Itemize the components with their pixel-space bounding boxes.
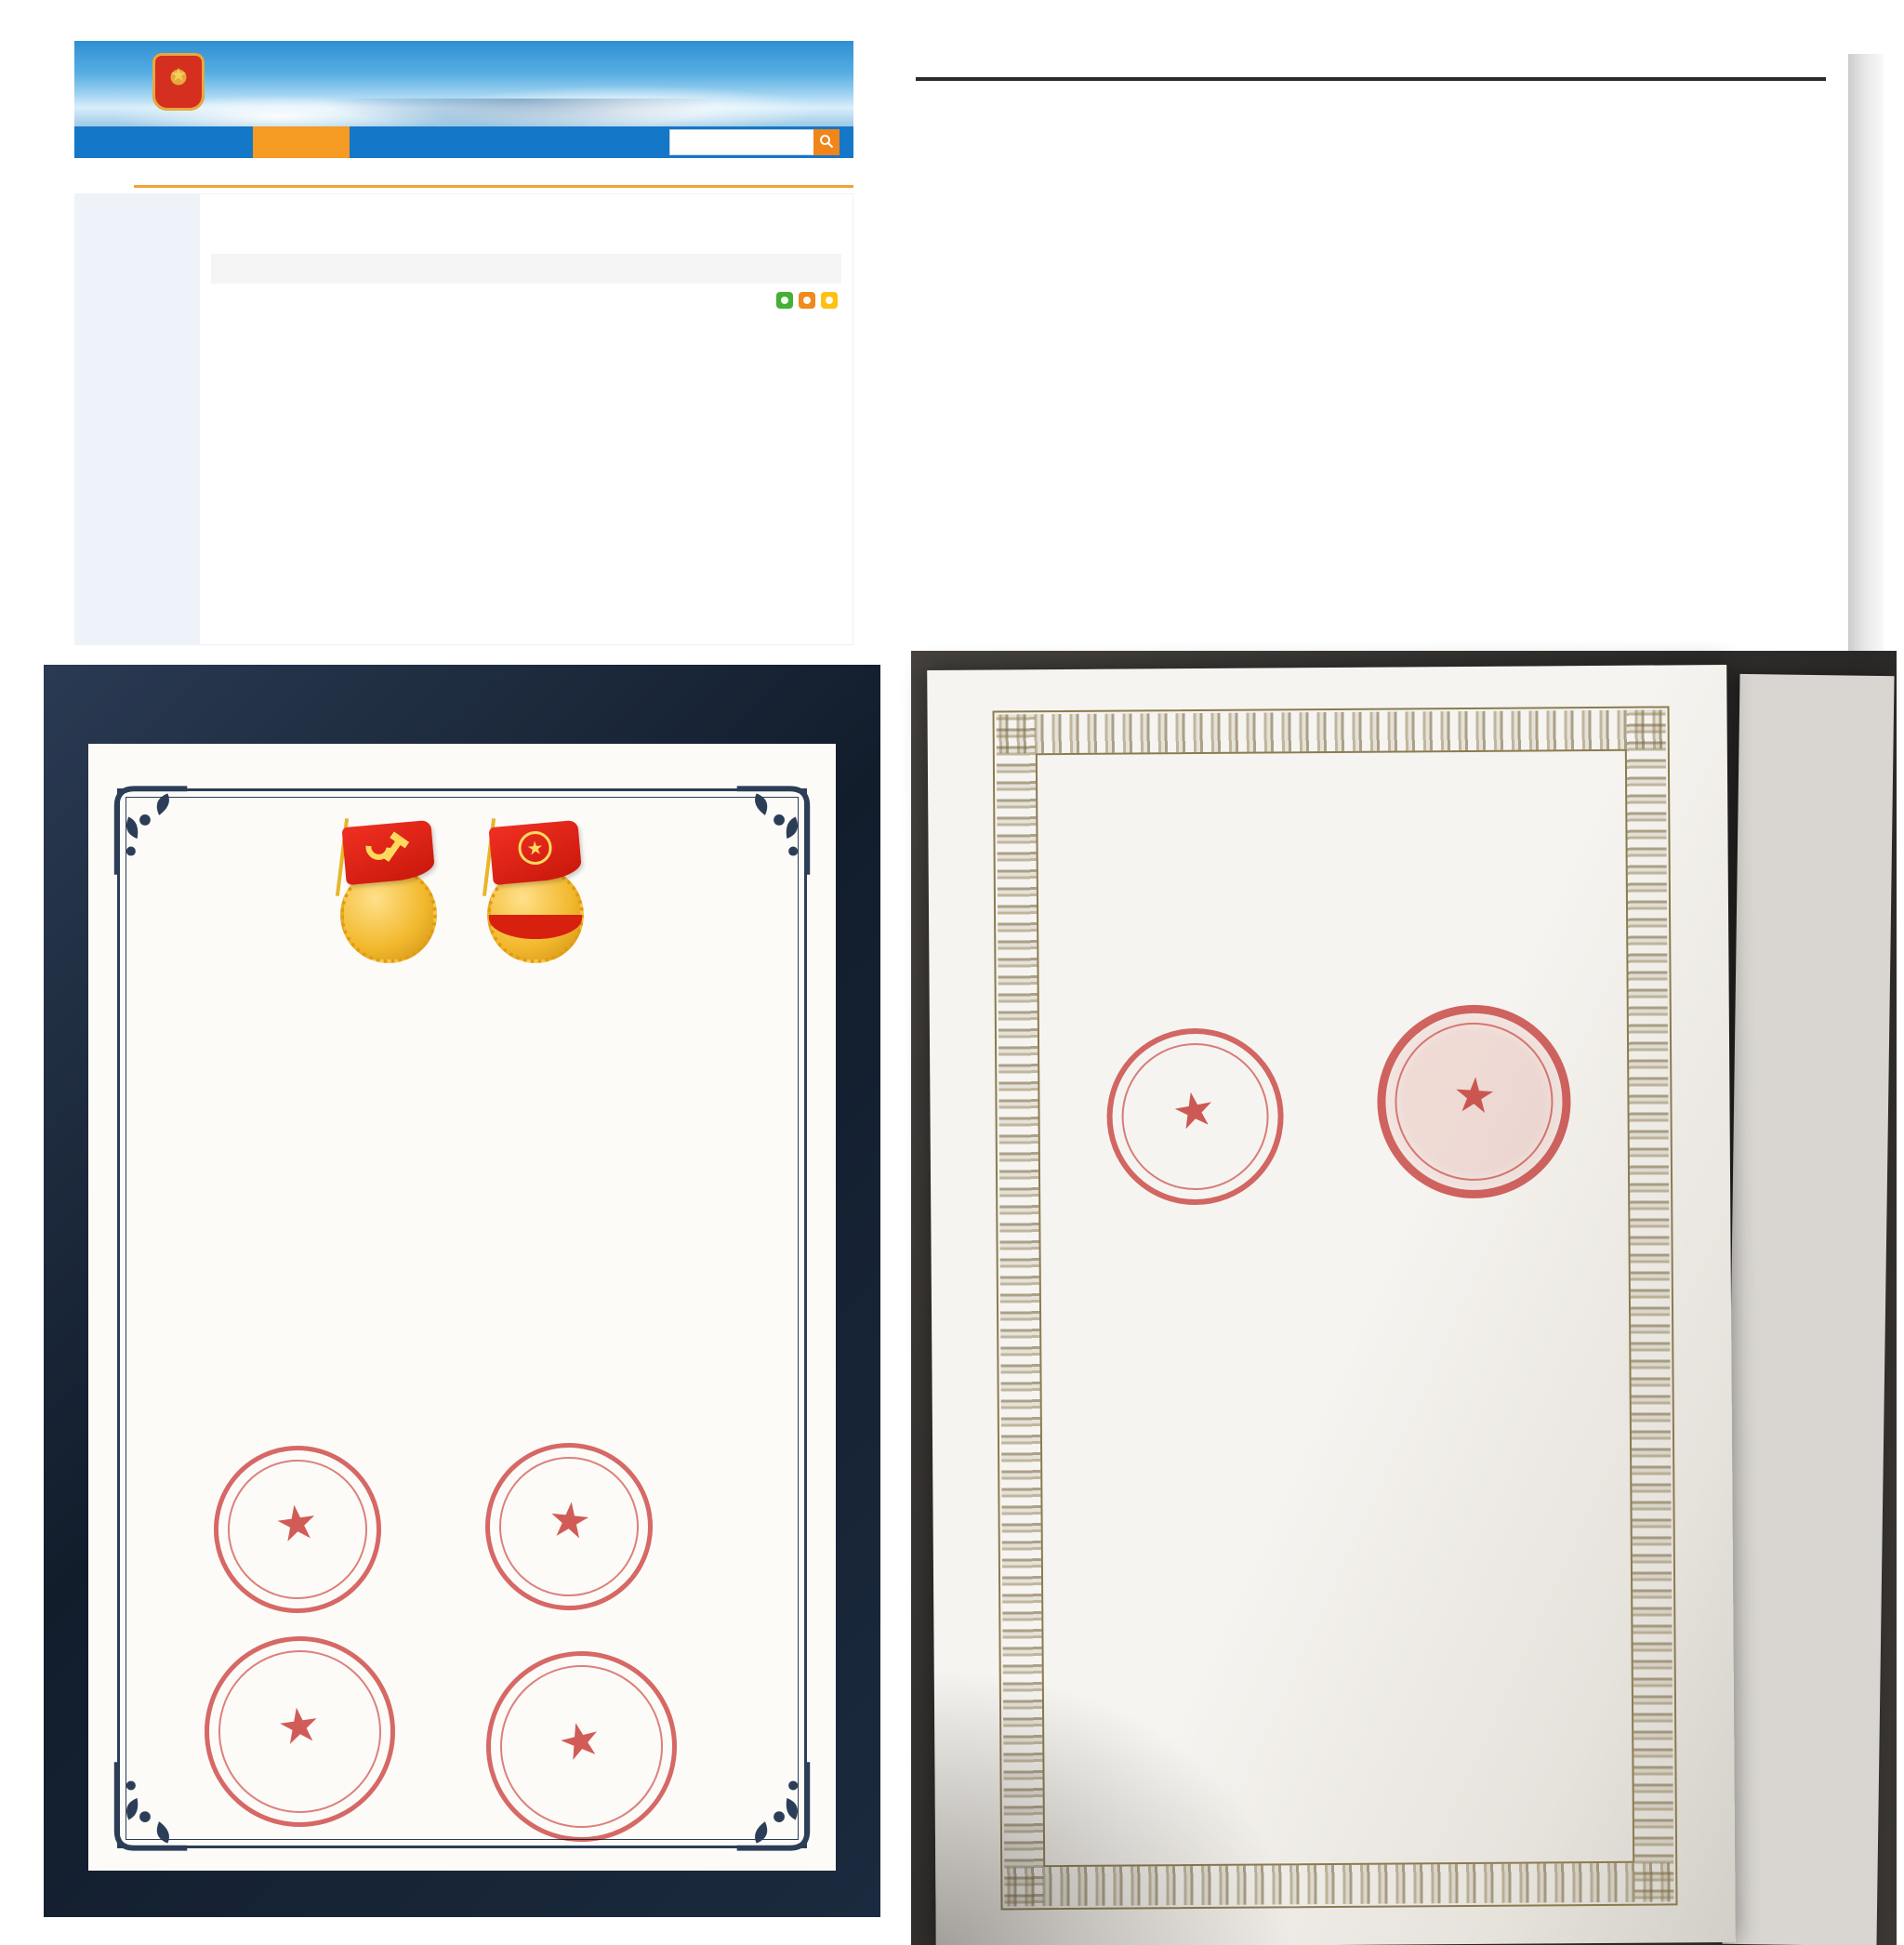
page-side-strip [74,193,199,645]
weibo-share-icon[interactable] [799,292,815,309]
nav-item-news-center[interactable] [253,126,350,158]
party-emblem-badge-icon [337,822,441,963]
talent-result-table [916,77,1826,81]
government-seal-icon: ★ [1371,999,1577,1205]
labor-model-certificate-photo [911,651,1897,1945]
seal-text [1390,1034,1567,1039]
main-nav [74,126,853,158]
certificate-paper [927,665,1736,1945]
badge-row [88,822,836,963]
nav-item-online-services[interactable] [446,126,543,158]
nav-item-interaction[interactable] [543,126,640,158]
search-icon [819,134,834,152]
seal-text [485,1566,642,1582]
nav-item-gov-affairs[interactable] [350,126,446,158]
honor-certificate-photo [44,665,880,1917]
certificate-paper [88,744,836,1871]
share-row [771,292,838,309]
youth-league-badge-icon: ★ [483,822,588,963]
national-emblem-icon [152,53,205,111]
wechat-share-icon[interactable] [776,292,793,309]
official-seal-icon: ★ [192,1624,408,1840]
site-banner [74,41,853,126]
search-input[interactable] [669,129,813,155]
background-sheet [1722,674,1894,1945]
qzone-share-icon[interactable] [821,292,838,309]
official-seal-icon: ★ [477,1435,661,1619]
seal-text [226,1566,382,1588]
photo-shadow [934,1664,1296,1945]
document-page-edge [1848,54,1884,671]
gov-website-screenshot [74,20,853,664]
search-button[interactable] [813,129,840,155]
corner-ornament-icon [735,1759,813,1856]
announcement-article [199,193,853,645]
site-search [669,129,820,155]
divider [134,185,853,188]
official-seal-icon: ★ [203,1435,391,1623]
article-meta [211,254,841,284]
mountain-decoration [325,99,716,126]
nav-item-home[interactable] [156,126,253,158]
corner-ornament-icon [111,1759,189,1856]
official-seal-icon: ★ [466,1631,697,1862]
article-body [213,315,840,321]
party-committee-seal-icon: ★ [1092,1013,1298,1219]
